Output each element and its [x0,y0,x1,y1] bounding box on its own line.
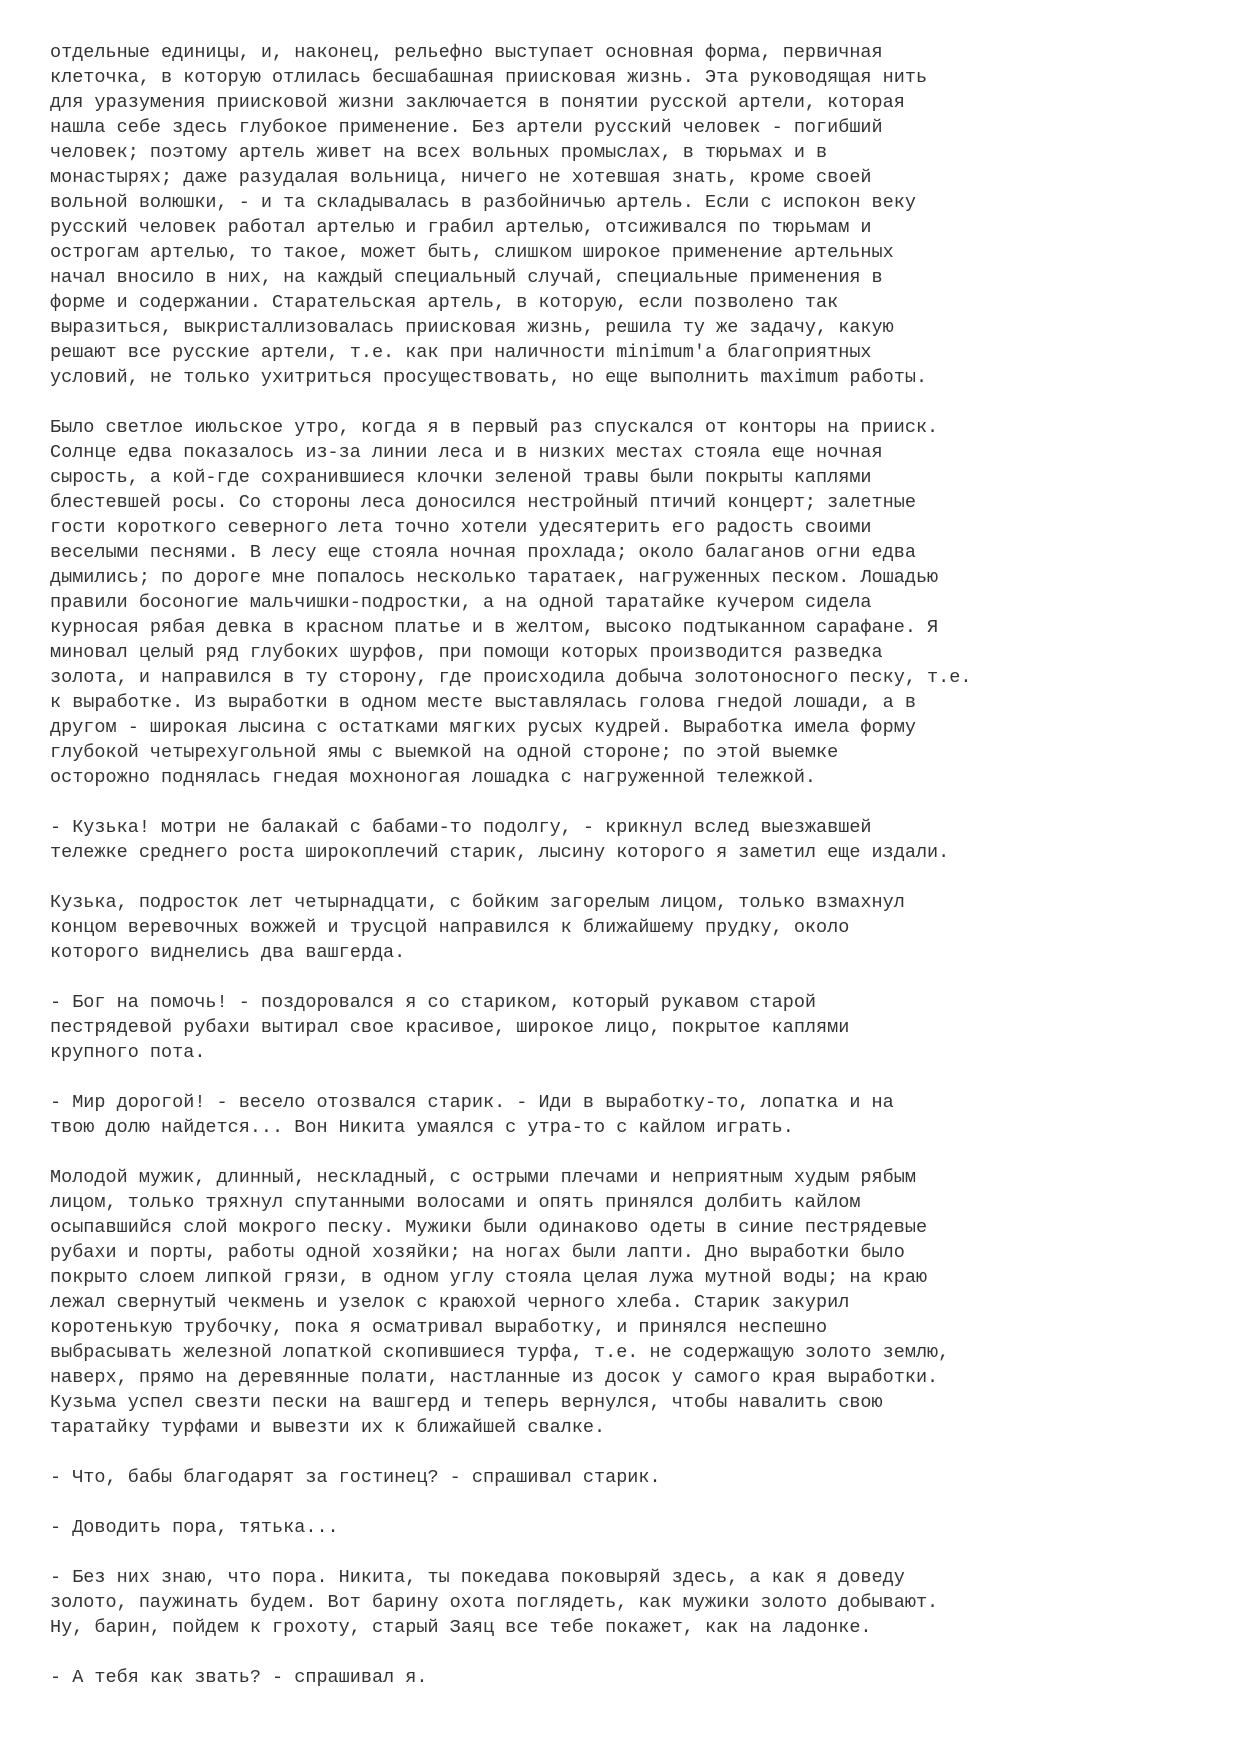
paragraph-kuzka-leaves: Кузька, подросток лет четырнадцати, с бойким загорелым лицом, только взмахнул концом веревочных вожжей и трусцой направился к ближайшему прудку, около которого виднелись два вашгерда. [50,892,905,963]
paragraph-time-to-finish: - Доводить пора, тятька... [50,1517,339,1538]
paragraph-old-man-reply: - Мир дорогой! - весело отозвался старик. - Иди в выработку-то, лопатка и на твою долю найдется... Вон Никита умаялся с утра-то с кайлом играть. [50,1092,894,1138]
paragraph-old-man-plan: - Без них знаю, что пора. Никита, ты покедава поковыряй здесь, а как я доведу золото, паужинать будем. Вот барину охота поглядеть, как мужики золото добывают. Ну, барин, пойдем к грохоту, старый Заяц все тебе покажет, как на ладонке. [50,1567,939,1638]
paragraph-young-peasant: Молодой мужик, длинный, нескладный, с острыми плечами и неприятным худым рябым лицом, только тряхнул спутанными волосами и опять принялся долбить кайлом осыпавшийся слой мокрого песку. Мужики были одинаково одеты в синие пестрядевые рубахи и порты, работы одной хозяйки; на ногах были лапти. Дно выработки было покрыто слоем липкой грязи, в одном углу стояла целая лужа мутной воды; на краю лежал свернутый чекмень и узелок с краюхой черного хлеба. Старик закурил коротенькую трубочку, пока я осматривал выработку, и принялся неспешно выбрасывать железной лопаткой скопившиеся турфа, т.е. не содержащую золото землю, наверх, прямо на деревянные полати, настланные из досок у самого края выработки. Кузьма успел свезти пески на вашгерд и теперь вернулся, чтобы навалить свою таратайку турфами и вывезти их к ближайшей свалке. [50,1167,950,1438]
paragraph-women-question: - Что, бабы благодарят за гостинец? - спрашивал старик. [50,1467,661,1488]
paragraph-kuzka-shout: - Кузька! мотри не балакай с бабами-то подолгу, - крикнул вслед выезжавшей тележке среднего роста широкоплечий старик, лысину которого я заметил еще издали. [50,817,950,863]
paragraph-greeting: - Бог на помочь! - поздоровался я со стариком, который рукавом старой пестрядевой рубахи вытирал свое красивое, широкое лицо, покрытое каплями крупного пота. [50,992,850,1063]
paragraph-artel-intro: отдельные единицы, и, наконец, рельефно выступает основная форма, первичная клеточка, в которую отлилась бесшабашная приисковая жизнь. Эта руководящая нить для уразумения приисковой жизни заключается в понятии русской артели, которая нашла себе здесь глубокое применение. Без артели русский человек - погибший человек; поэтому артель живет на всех вольных промыслах, в тюрьмах и в монастырях; даже разудалая вольница, ничего не хотевшая знать, кроме своей вольной волюшки, - и та складывалась в разбойничью артель. Если с испокон веку русский человек работал артелью и грабил артелью, отсиживался по тюрьмам и острогам артелью, то такое, может быть, слишком широкое применение артельных начал вносило в них, на каждый специальный случай, специальные применения в форме и содержании. Старательская артель, в которую, если позволено так выразиться, выкристаллизовалась приисковая жизнь, решила ту же задачу, какую решают все русские артели, т.е. как при наличности minimum'а благоприятных условий, не только ухитриться просуществовать, но еще выполнить maximum работы. [50,42,928,388]
paragraph-july-morning: Было светлое июльское утро, когда я в первый раз спускался от конторы на прииск. Солнце едва показалось из-за линии леса и в низких местах стояла еще ночная сырость, а кой-где сохранившиеся клочки зеленой травы были покрыты каплями блестевшей росы. Со стороны леса доносился нестройный птичий концерт; залетные гости короткого северного лета точно хотели удесятерить его радость своими веселыми песнями. В лесу еще стояла ночная прохлада; около балаганов огни едва дымились; по дороге мне попалось несколько таратаек, нагруженных песком. Лошадью правили босоногие мальчишки-подростки, а на одной таратайке кучером сидела курносая рябая девка в красном платье и в желтом, высоко подтыканном сарафане. Я миновал целый ряд глубоких шурфов, при помощи которых производится разведка золота, и направился в ту сторону, где происходила добыча золотоносного песку, т.е. к выработке. Из выработки в одном месте выставлялась голова гнедой лошади, а в другом - широкая лысина с остатками мягких русых кудрей. Выработка имела форму глубокой четырехугольной ямы с выемкой на одной стороне; по этой выемке осторожно поднялась гнедая мохноногая лошадка с нагруженной тележкой. [50,417,972,788]
document-page [50,40,1200,1690]
paragraph-name-question: - А тебя как звать? - спрашивал я. [50,1667,428,1688]
